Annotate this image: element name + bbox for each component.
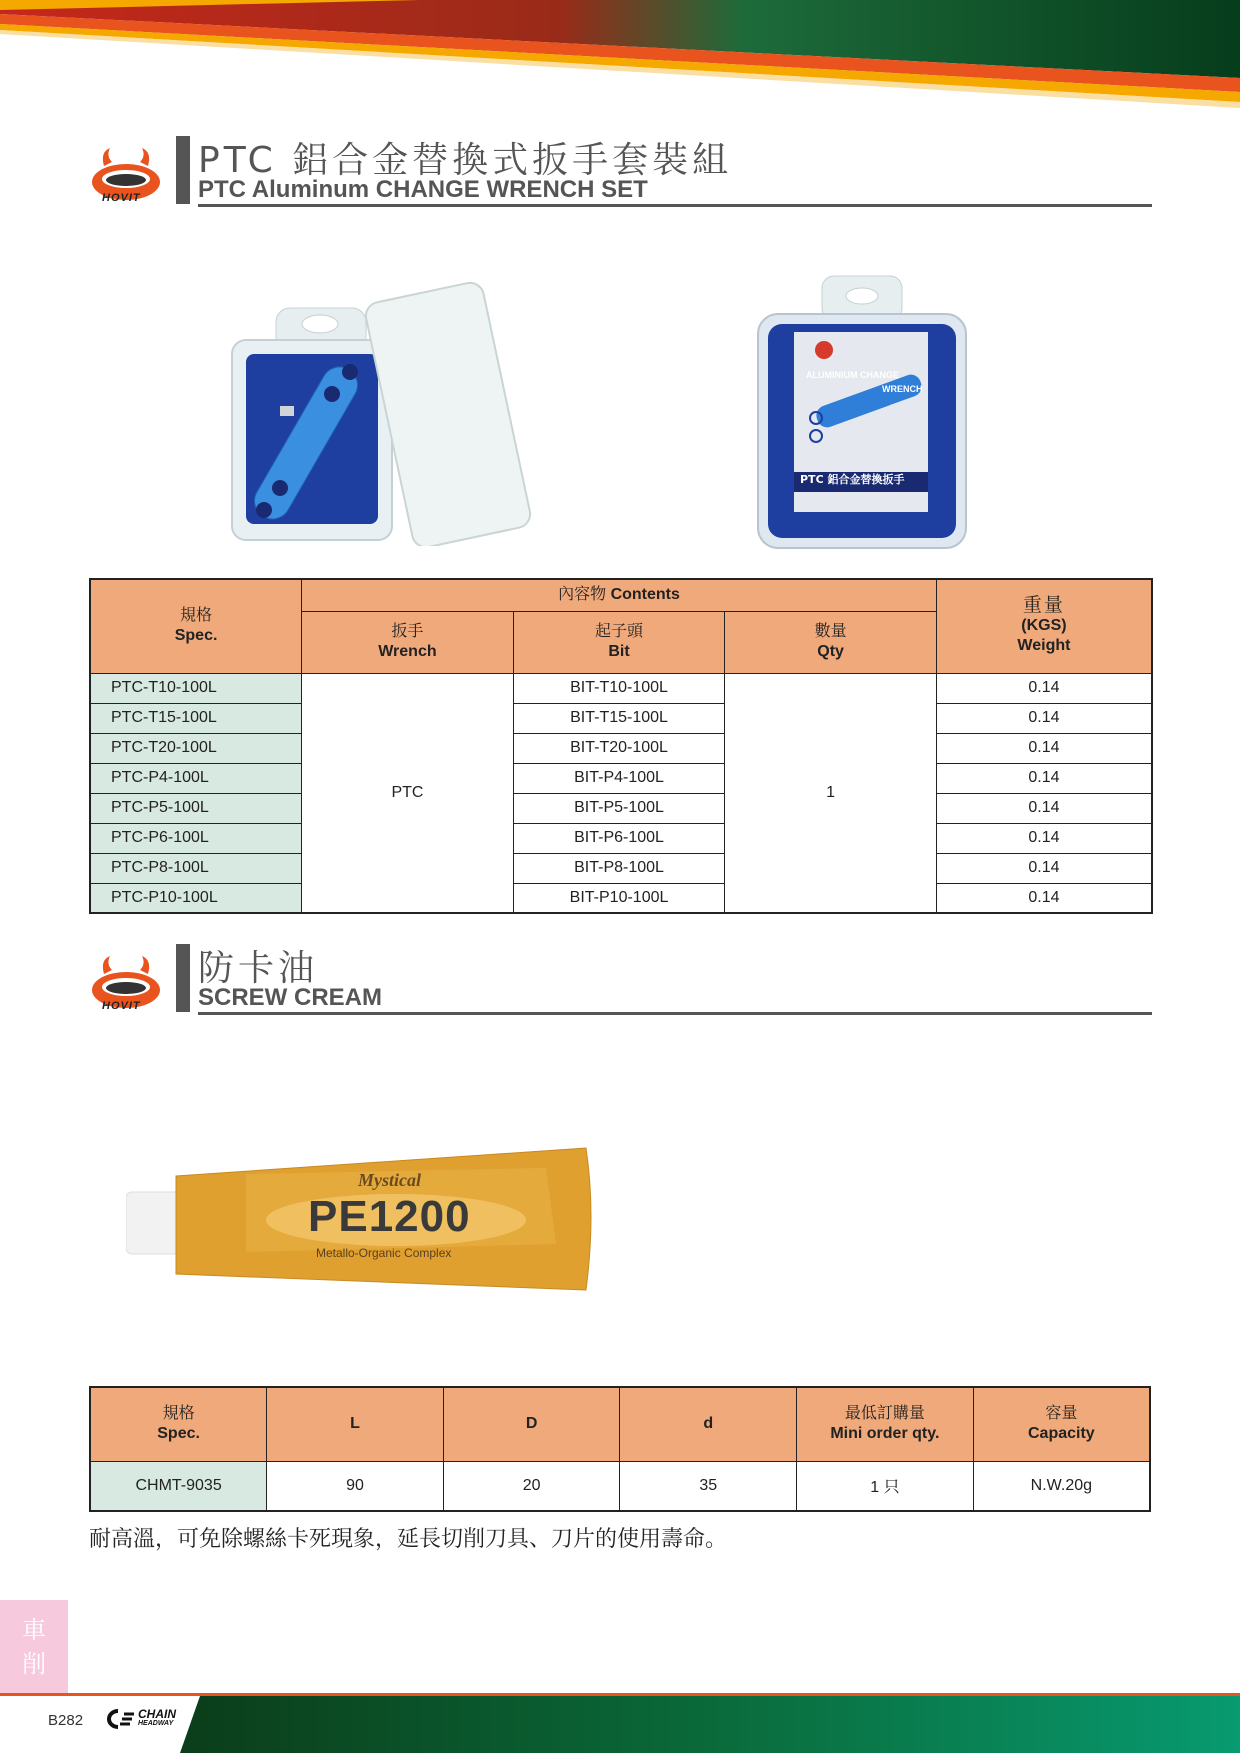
header-bit-en: Bit [608,643,630,660]
header-spec-en: Spec. [174,627,218,645]
product-image-open-case [228,270,558,546]
header-d-lower [620,1387,797,1461]
header-wrench-zh: 扳手 [391,623,424,640]
logo-wordmark: HOVIT [102,192,141,204]
wrench-set-spec-table [89,578,1153,914]
cell-bit: BIT-P10-100L [513,883,725,913]
header-contents-en: Contents [610,586,680,604]
cell-spec: PTC-P10-100L [90,883,302,913]
table-row [90,793,1152,823]
header-weight-en: Weight [1017,637,1071,655]
table-row [90,823,1152,853]
header-wrench-en: Wrench [378,643,437,660]
cell-weight: 0.14 [936,823,1152,853]
header-d-upper [443,1387,620,1461]
table-row [90,883,1152,913]
chain-headway-logo [104,1708,176,1730]
section-title-zh: 防卡油 [198,948,319,989]
tube-brand: Mystical [358,1170,421,1190]
tube-subtitle: Metallo-Organic Complex [316,1246,452,1260]
cell-weight: 0.14 [936,763,1152,793]
header-capacity-en: Capacity [1028,1425,1095,1443]
cell-spec: PTC-P8-100L [90,853,302,883]
cell-weight: 0.14 [936,673,1152,703]
package-drawing [754,274,970,552]
header-bit [513,611,725,673]
cell-bit: BIT-T20-100L [513,733,725,763]
table-row [90,763,1152,793]
title-underline [198,204,1152,207]
header-moq-zh: 最低訂購量 [844,1405,925,1423]
side-tab-char-1: 車 [22,1616,46,1644]
header-l-text: L [350,1415,360,1433]
page-title-zh: PTC 鋁合金替換式扳手套裝組 [198,140,733,181]
header-moq-en: Mini order qty. [830,1425,940,1443]
brand-sub: HEADWAY [138,1720,174,1727]
table-row [90,733,1152,763]
cell-weight: 0.14 [936,733,1152,763]
header-spec-zh: 規格 [180,607,213,625]
header-bit-zh: 起子頭 [595,623,644,640]
page-title-en: PTC Aluminum CHANGE WRENCH SET [198,176,648,203]
header-d-upper-text: D [525,1415,538,1433]
title-underline [198,1012,1152,1015]
cell-d-lower: 35 [620,1461,797,1511]
header-contents-zh: 內容物 [558,586,607,604]
cell-d-upper: 20 [443,1461,620,1511]
header-weight-zh: 重量 [1022,595,1065,617]
brand-wordmark [138,1709,176,1729]
table-row [90,703,1152,733]
cell-weight: 0.14 [936,853,1152,883]
bottom-decorative-band [0,1693,1240,1753]
table-row [90,673,1152,703]
side-tab-char-2: 削 [22,1650,46,1678]
header-contents [302,579,937,611]
cell-bit: BIT-P8-100L [513,853,725,883]
cell-bit: BIT-P5-100L [513,793,725,823]
cell-l: 90 [267,1461,444,1511]
cell-qty: 1 [725,673,937,913]
header-l [267,1387,444,1461]
header-qty-zh: 數量 [814,623,847,640]
section-title-en: SCREW CREAM [198,984,382,1011]
cell-weight: 0.14 [936,703,1152,733]
package-label-bottom: PTC 鋁合金替換扳手 [800,473,905,486]
cell-spec: PTC-P6-100L [90,823,302,853]
cell-spec: PTC-T20-100L [90,733,302,763]
package-label-top: ALUMINIUM CHANGE [806,370,899,380]
header-weight [936,579,1152,673]
logo-wordmark: HOVIT [102,1000,141,1012]
header-spec-zh: 規格 [162,1405,195,1423]
header-d-lower-text: d [703,1415,714,1433]
header-spec [90,1387,267,1461]
product-image-closed-package [754,274,970,552]
header-qty [725,611,937,673]
cell-spec: PTC-T10-100L [90,673,302,703]
header-qty-en: Qty [817,643,844,660]
header-spec-en: Spec. [157,1425,200,1443]
section-header-wrench-set [90,136,1152,210]
cell-bit: BIT-P6-100L [513,823,725,853]
title-bar [176,944,190,1012]
page-number: B282 [48,1712,84,1729]
package-label-mid: WRENCH [882,384,923,394]
header-weight-unit: (KGS) [1021,617,1067,635]
header-spec [90,579,302,673]
cell-bit: BIT-T15-100L [513,703,725,733]
cell-bit: BIT-T10-100L [513,673,725,703]
tube-model: PE1200 [308,1192,471,1241]
cell-weight: 0.14 [936,793,1152,823]
product-image-screw-cream-tube [126,1124,602,1314]
cell-spec: CHMT-9035 [90,1461,267,1511]
cell-bit: BIT-P4-100L [513,763,725,793]
table-row [90,1461,1150,1511]
cell-spec: PTC-T15-100L [90,703,302,733]
cell-spec: PTC-P5-100L [90,793,302,823]
header-capacity-zh: 容量 [1045,1405,1078,1423]
table-row [90,853,1152,883]
cell-spec: PTC-P4-100L [90,763,302,793]
chain-headway-mark-icon [104,1708,134,1730]
header-moq [797,1387,974,1461]
screw-cream-spec-table [89,1386,1151,1512]
cell-capacity: N.W.20g [973,1461,1150,1511]
header-capacity [973,1387,1150,1461]
header-wrench [302,611,514,673]
top-decorative-band [0,0,1240,120]
cell-weight: 0.14 [936,883,1152,913]
side-category-tab[interactable] [0,1600,68,1694]
section-header-screw-cream [90,944,1152,1018]
brand-name: CHAIN [138,1707,176,1721]
title-bar [176,136,190,204]
cell-wrench: PTC [302,673,514,913]
cell-moq: 1 只 [797,1461,974,1511]
product-description: 耐高溫，可免除螺絲卡死現象，延長切削刀具、刀片的使用壽命。 [89,1527,728,1552]
